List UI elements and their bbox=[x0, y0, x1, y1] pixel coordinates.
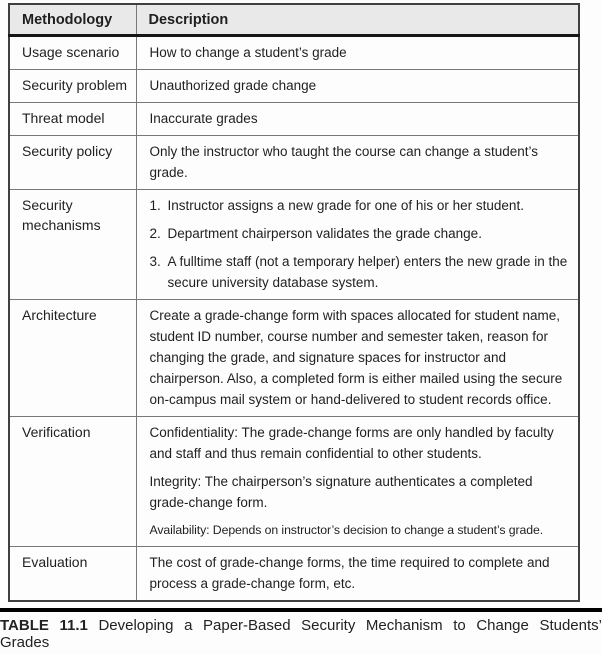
table-row-evaluation bbox=[9, 547, 579, 602]
table-header-row bbox=[9, 4, 579, 36]
table-row-architecture bbox=[9, 300, 579, 417]
table-caption-text: Developing a Paper-Based Security Mechanism to Change Students’ Grades bbox=[0, 617, 602, 651]
table-row-threat-model bbox=[9, 103, 579, 136]
verification-paragraph-confidentiality: Confidentiality: The grade-change forms are only handled by faculty and staff and thus remain confidential to other students. bbox=[149, 425, 554, 461]
row-label: Security mechanisms bbox=[9, 190, 136, 300]
row-label: Threat model bbox=[9, 103, 136, 136]
table-caption-number: TABLE 11.1 bbox=[0, 617, 88, 634]
list-item-number: 1. bbox=[149, 198, 161, 213]
list-item-text: Department chairperson validates the grade change. bbox=[167, 226, 482, 241]
row-label: Security problem bbox=[9, 70, 136, 103]
row-description bbox=[136, 190, 579, 300]
list-item-text: A fulltime staff (not a temporary helper) enters the new grade in the secure university database system. bbox=[167, 254, 568, 290]
table-row-security-mechanisms bbox=[9, 190, 579, 300]
row-description: Create a grade-change form with spaces allocated for student name, student ID number, course number and semester taken, reason for changing the grade, and signature spaces for instructor and chairperson. Also, a completed form is either mailed using the secure on-campus mail system or hand-delivered to student records office. bbox=[136, 300, 579, 417]
list-item-number: 2. bbox=[149, 226, 161, 241]
table-row-security-policy bbox=[9, 136, 579, 190]
row-label: Verification bbox=[9, 417, 136, 547]
row-label: Architecture bbox=[9, 300, 136, 417]
row-label: Evaluation bbox=[9, 547, 136, 602]
row-description: The cost of grade-change forms, the time required to complete and process a grade-change form, etc. bbox=[136, 547, 579, 602]
row-description bbox=[136, 417, 579, 547]
numbered-list-item bbox=[150, 223, 569, 244]
row-description: Unauthorized grade change bbox=[136, 70, 579, 103]
methodology-table bbox=[8, 3, 580, 602]
verification-paragraph-integrity: Integrity: The chairperson’s signature authenticates a completed grade-change form. bbox=[149, 474, 533, 510]
row-description: How to change a student’s grade bbox=[136, 36, 579, 70]
row-description: Only the instructor who taught the course can change a student’s grade. bbox=[136, 136, 579, 190]
row-description: Inaccurate grades bbox=[136, 103, 579, 136]
list-item-number: 3. bbox=[149, 254, 161, 269]
row-label: Usage scenario bbox=[9, 36, 136, 70]
list-item-text: Instructor assigns a new grade for one of his or her student. bbox=[167, 198, 524, 213]
methodology-table-container bbox=[8, 3, 580, 602]
column-header-methodology: Methodology bbox=[9, 4, 136, 36]
row-label: Security policy bbox=[9, 136, 136, 190]
table-row-usage-scenario bbox=[9, 36, 579, 70]
numbered-list-item bbox=[150, 251, 569, 293]
verification-paragraph-availability: Availability: Depends on instructor’s decision to change a student’s grade. bbox=[149, 523, 544, 537]
column-header-description: Description bbox=[136, 4, 579, 36]
numbered-list-item bbox=[150, 195, 569, 216]
table-row-verification bbox=[9, 417, 579, 547]
table-row-security-problem bbox=[9, 70, 579, 103]
table-caption bbox=[0, 608, 602, 651]
